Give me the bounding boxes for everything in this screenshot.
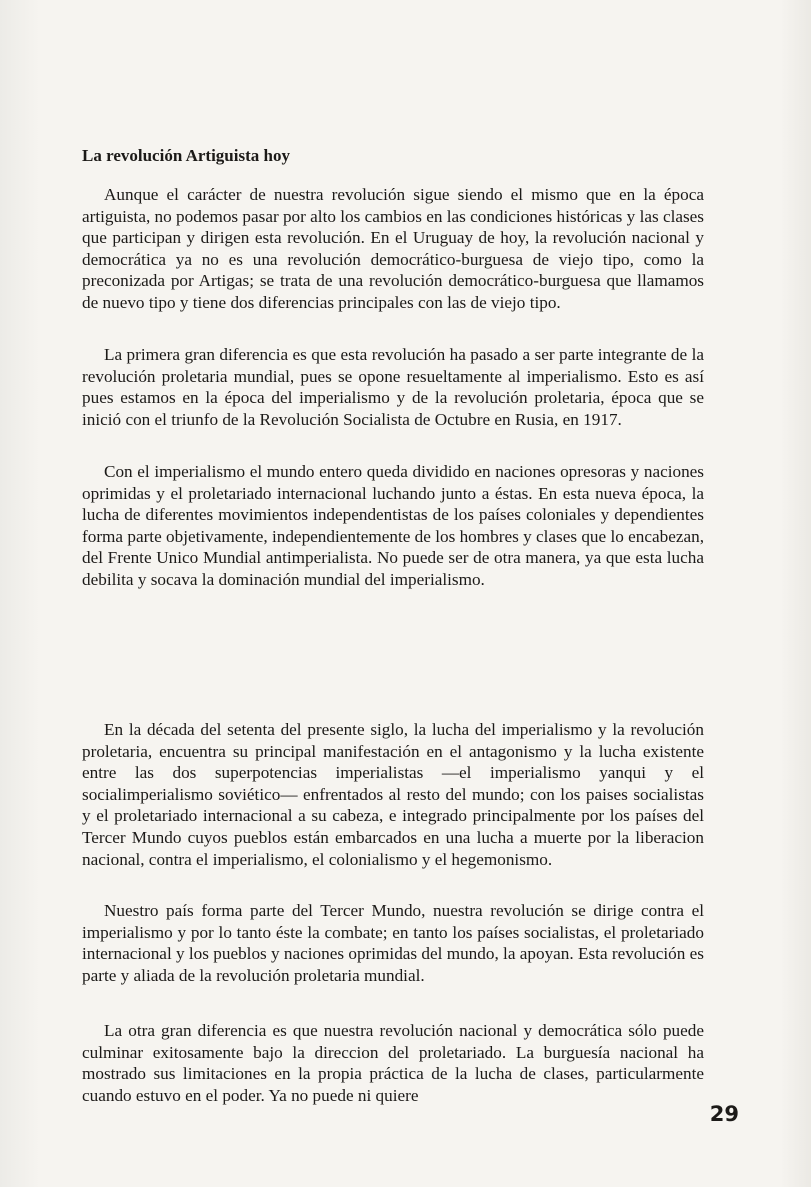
paragraph-5: Nuestro país forma parte del Tercer Mundo, nuestra revolución se dirige contra el imperialismo y por lo tanto éste la combate; en tanto los países socialistas, el proletariado internacional y los pueblos y naciones oprimidas del mundo, la apoyan. Esta revolución es parte y aliada de la revolución proletaria mundial. — [82, 901, 704, 985]
paragraph-1: Aunque el carácter de nuestra revolución sigue siendo el mismo que en la época artiguista, no podemos pasar por alto los cambios en las condiciones históricas y las clases que participan y dirigen esta revolución. En el Uruguay de hoy, la revolución nacional y democrática ya no es una revolución democrático-burguesa de viejo tipo, como la preconizada por Artigas; se trata de una revolución democrático-burguesa que llamamos de nuevo tipo y tiene dos diferencias principales con las de viejo tipo. — [82, 185, 704, 312]
paragraph-4: En la década del setenta del presente siglo, la lucha del imperialismo y la revolución proletaria, encuentra su principal manifestación en el antagonismo y la lucha existente entre las dos superpotencias imperialistas —el imperialismo yanqui y el socialimperialismo soviético— enfrentados al resto del mundo; con los paises socialistas y el proletariado internacional a su cabeza, e integrado principalmente por los países del Tercer Mundo cuyos pueblos están embarcados en una lucha a muerte por la liberacion nacional, contra el imperialismo, el colonialismo y el hegemonismo. — [82, 720, 704, 869]
section-heading: La revolución Artiguista hoy — [82, 146, 290, 165]
paragraph-3: Con el imperialismo el mundo entero queda dividido en naciones opresoras y naciones oprimidas y el proletariado internacional luchando junto a éstas. En esta nueva época, la lucha de diferentes movimientos independentistas de los países coloniales y dependientes forma parte objetivamente, independientemente de los hombres y clases que lo encabezan, del Frente Unico Mundial antimperialista. No puede ser de otra manera, ya que esta lucha debilita y socava la dominación mundial del imperialismo. — [82, 462, 704, 589]
paragraph-2: La primera gran diferencia es que esta revolución ha pasado a ser parte integrante de la revolución proletaria mundial, pues se opone resueltamente al imperialismo. Esto es así pues estamos en la época del imperialismo y de la revolución proletaria, época que se inició con el triunfo de la Revolución Socialista de Octubre en Rusia, en 1917. — [82, 345, 704, 429]
paragraph-6: La otra gran diferencia es que nuestra revolución nacional y democrática sólo puede culminar exitosamente bajo la direccion del proletariado. La burguesía nacional ha mostrado sus limitaciones en la propia práctica de la lucha de clases, particularmente cuando estuvo en el poder. Ya no puede ni quiere — [82, 1021, 704, 1105]
page-number: 29 — [709, 1102, 739, 1126]
